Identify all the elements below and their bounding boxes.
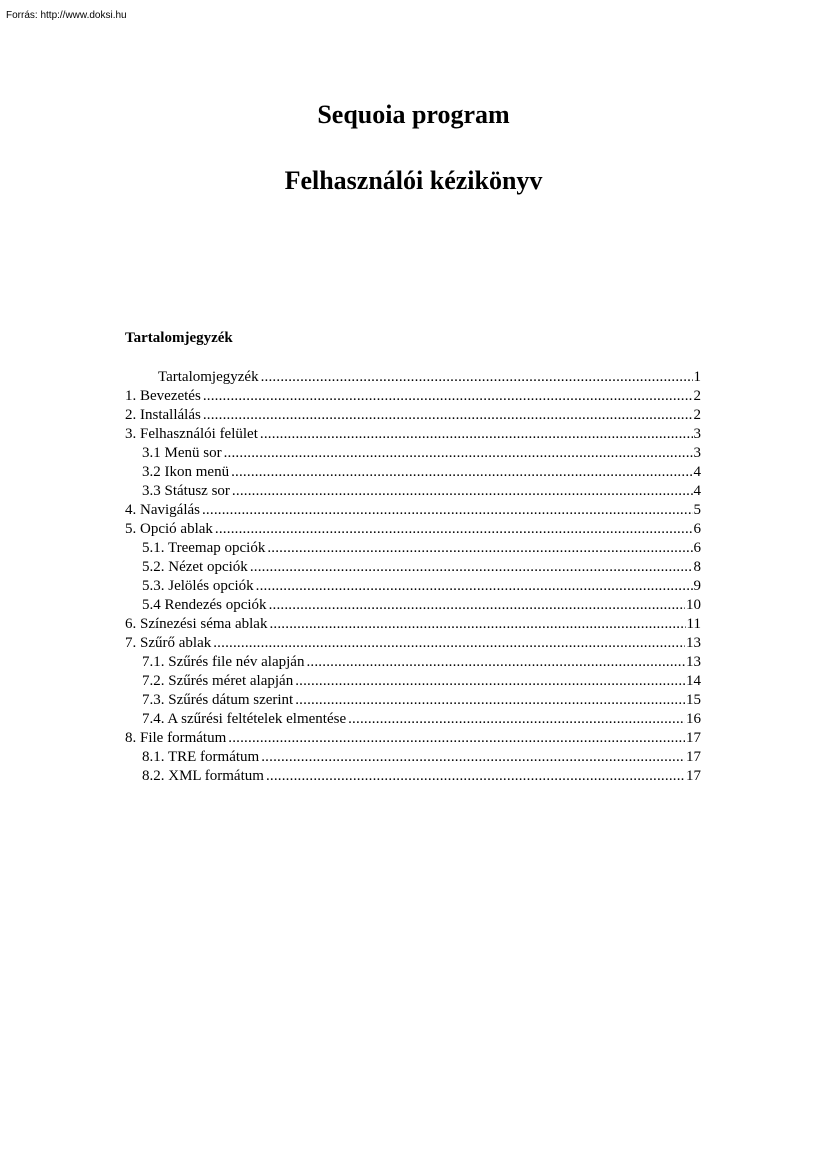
toc-entry-title: 5.2. Nézet opciók bbox=[142, 559, 248, 575]
toc-entry-page: 3 bbox=[693, 426, 701, 442]
toc-dot-leader bbox=[232, 482, 693, 501]
toc-entry-title: 7.3. Szűrés dátum szerint bbox=[142, 692, 294, 708]
toc-entry[interactable] bbox=[125, 425, 701, 444]
toc-entry-page: 10 bbox=[686, 597, 701, 613]
toc-heading: Tartalomjegyzék bbox=[125, 330, 233, 346]
toc-entry-page: 5 bbox=[693, 502, 701, 518]
toc-entry-page: 4 bbox=[693, 483, 701, 499]
toc-entry[interactable] bbox=[125, 767, 701, 786]
toc-dot-leader bbox=[213, 634, 685, 653]
toc-entry[interactable] bbox=[125, 463, 701, 482]
toc-entry[interactable] bbox=[125, 406, 701, 425]
toc-entry-title: 3. Felhasználói felület bbox=[125, 426, 258, 442]
toc-entry-page: 6 bbox=[693, 540, 701, 556]
toc-dot-leader bbox=[231, 463, 692, 482]
toc-entry-page: 17 bbox=[686, 730, 701, 746]
toc-entry-title: 3.3 Státusz sor bbox=[142, 483, 230, 499]
toc-entry-page: 4 bbox=[693, 464, 701, 480]
toc-entry-title: 3.1 Menü sor bbox=[142, 445, 222, 461]
toc-dot-leader bbox=[256, 577, 693, 596]
toc-entry-title: 8.1. TRE formátum bbox=[142, 749, 260, 765]
toc-entry-title: 7.2. Szűrés méret alapján bbox=[142, 673, 294, 689]
toc-entry[interactable] bbox=[125, 634, 701, 653]
toc-entry-page: 15 bbox=[686, 692, 701, 708]
table-of-contents bbox=[125, 368, 701, 786]
toc-entry[interactable] bbox=[125, 615, 701, 634]
toc-entry-page: 17 bbox=[686, 768, 701, 784]
toc-entry-title: 5. Opció ablak bbox=[125, 521, 213, 537]
toc-entry-page: 14 bbox=[686, 673, 701, 689]
document-subtitle: Felhasználói kézikönyv bbox=[284, 166, 543, 195]
toc-entry-title: 8.2. XML formátum bbox=[142, 768, 264, 784]
toc-entry-page: 2 bbox=[693, 388, 701, 404]
toc-dot-leader bbox=[202, 501, 693, 520]
toc-entry-title: 4. Navigálás bbox=[125, 502, 200, 518]
toc-entry[interactable] bbox=[125, 672, 701, 691]
toc-entry-title: 2. Installálás bbox=[125, 407, 201, 423]
toc-dot-leader bbox=[269, 615, 685, 634]
toc-entry-page: 16 bbox=[686, 711, 701, 727]
toc-entry-title: 8. File formátum bbox=[125, 730, 227, 746]
toc-entry-page: 1 bbox=[693, 369, 701, 385]
toc-entry-page: 2 bbox=[693, 407, 701, 423]
toc-entry[interactable] bbox=[125, 520, 701, 539]
toc-dot-leader bbox=[228, 729, 685, 748]
toc-dot-leader bbox=[250, 558, 693, 577]
toc-dot-leader bbox=[266, 767, 685, 786]
toc-dot-leader bbox=[295, 672, 685, 691]
toc-entry-page: 8 bbox=[693, 559, 701, 575]
toc-dot-leader bbox=[261, 748, 685, 767]
toc-entry-page: 13 bbox=[686, 654, 701, 670]
toc-entry-title: 5.3. Jelölés opciók bbox=[142, 578, 254, 594]
toc-dot-leader bbox=[295, 691, 685, 710]
toc-entry[interactable] bbox=[125, 539, 701, 558]
document-title: Sequoia program bbox=[317, 100, 510, 129]
toc-entry-page: 17 bbox=[686, 749, 701, 765]
toc-entry-title: 6. Színezési séma ablak bbox=[125, 616, 268, 632]
toc-entry-title: Tartalomjegyzék bbox=[158, 369, 259, 385]
source-url: Forrás: http://www.doksi.hu bbox=[6, 10, 127, 21]
toc-entry[interactable] bbox=[125, 577, 701, 596]
toc-entry-title: 3.2 Ikon menü bbox=[142, 464, 230, 480]
toc-entry[interactable] bbox=[125, 653, 701, 672]
toc-dot-leader bbox=[348, 710, 685, 729]
toc-dot-leader bbox=[203, 387, 693, 406]
toc-entry-title: 7.1. Szűrés file név alapján bbox=[142, 654, 305, 670]
toc-entry[interactable] bbox=[125, 387, 701, 406]
toc-dot-leader bbox=[215, 520, 693, 539]
toc-entry[interactable] bbox=[125, 444, 701, 463]
toc-entry-title: 5.4 Rendezés opciók bbox=[142, 597, 267, 613]
toc-entry-page: 11 bbox=[686, 616, 701, 632]
toc-entry[interactable] bbox=[125, 729, 701, 748]
toc-dot-leader bbox=[224, 444, 693, 463]
toc-dot-leader bbox=[269, 596, 685, 615]
toc-entry[interactable] bbox=[125, 748, 701, 767]
toc-entry-page: 6 bbox=[693, 521, 701, 537]
toc-entry-title: 7.4. A szűrési feltételek elmentése bbox=[142, 711, 347, 727]
toc-entry[interactable] bbox=[125, 558, 701, 577]
toc-entry-title: 7. Szűrő ablak bbox=[125, 635, 212, 651]
toc-entry[interactable] bbox=[125, 691, 701, 710]
toc-entry-title: 1. Bevezetés bbox=[125, 388, 201, 404]
toc-entry[interactable] bbox=[125, 482, 701, 501]
toc-entry-page: 3 bbox=[693, 445, 701, 461]
toc-entry[interactable] bbox=[125, 596, 701, 615]
toc-entry[interactable] bbox=[125, 501, 701, 520]
toc-dot-leader bbox=[203, 406, 693, 425]
toc-entry-title: 5.1. Treemap opciók bbox=[142, 540, 266, 556]
toc-entry-page: 13 bbox=[686, 635, 701, 651]
toc-entry[interactable] bbox=[125, 368, 701, 387]
toc-dot-leader bbox=[261, 368, 693, 387]
toc-entry[interactable] bbox=[125, 710, 701, 729]
toc-dot-leader bbox=[306, 653, 685, 672]
toc-dot-leader bbox=[260, 425, 693, 444]
toc-dot-leader bbox=[267, 539, 692, 558]
toc-entry-page: 9 bbox=[693, 578, 701, 594]
